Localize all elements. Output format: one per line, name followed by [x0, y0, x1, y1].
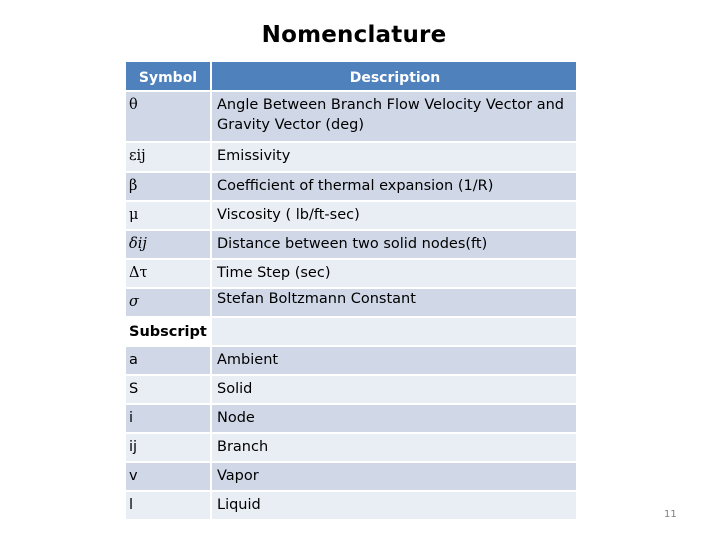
symbol-cell: θ: [126, 92, 212, 143]
header-description: Description: [212, 62, 576, 92]
description-cell: Node: [212, 405, 576, 434]
table-row: [126, 143, 576, 173]
subscript-cell: ij: [126, 434, 212, 463]
description-cell: Stefan Boltzmann Constant: [212, 289, 576, 318]
subscript-heading-row: [126, 318, 576, 347]
table-row: [126, 463, 576, 492]
table-row: [126, 347, 576, 376]
description-cell: Coefficient of thermal expansion (1/R): [212, 173, 576, 202]
description-cell: Angle Between Branch Flow Velocity Vector and Gravity Vector (deg): [212, 92, 576, 143]
table-header-row: [126, 62, 576, 92]
description-cell: Ambient: [212, 347, 576, 376]
table-row: [126, 492, 576, 521]
description-cell: Liquid: [212, 492, 576, 521]
description-cell: Branch: [212, 434, 576, 463]
table-row: [126, 405, 576, 434]
page-number: 11: [664, 509, 677, 520]
symbol-cell: σ: [126, 289, 212, 318]
slide-title: Nomenclature: [261, 22, 447, 48]
symbol-cell: δij: [126, 231, 212, 260]
table-row: [126, 173, 576, 202]
subscript-label: Subscript: [126, 318, 212, 347]
table-row: [126, 92, 576, 143]
subscript-cell: S: [126, 376, 212, 405]
symbol-cell: Δτ: [126, 260, 212, 289]
subscript-cell: i: [126, 405, 212, 434]
subscript-cell: v: [126, 463, 212, 492]
description-cell: Viscosity ( lb/ft-sec): [212, 202, 576, 231]
symbol-cell: β: [126, 173, 212, 202]
description-cell: [212, 318, 576, 347]
table-row: [126, 376, 576, 405]
subscript-cell: a: [126, 347, 212, 376]
header-symbol: Symbol: [126, 62, 212, 92]
table-row: [126, 289, 576, 318]
table-row: [126, 202, 576, 231]
symbol-cell: μ: [126, 202, 212, 231]
description-cell: Vapor: [212, 463, 576, 492]
nomenclature-table: [126, 62, 576, 521]
description-cell: Time Step (sec): [212, 260, 576, 289]
description-cell: Emissivity: [212, 143, 576, 173]
description-cell: Solid: [212, 376, 576, 405]
description-cell: Distance between two solid nodes(ft): [212, 231, 576, 260]
subscript-cell: l: [126, 492, 212, 521]
table-row: [126, 231, 576, 260]
table-row: [126, 434, 576, 463]
table-row: [126, 260, 576, 289]
symbol-cell: εij: [126, 143, 212, 173]
